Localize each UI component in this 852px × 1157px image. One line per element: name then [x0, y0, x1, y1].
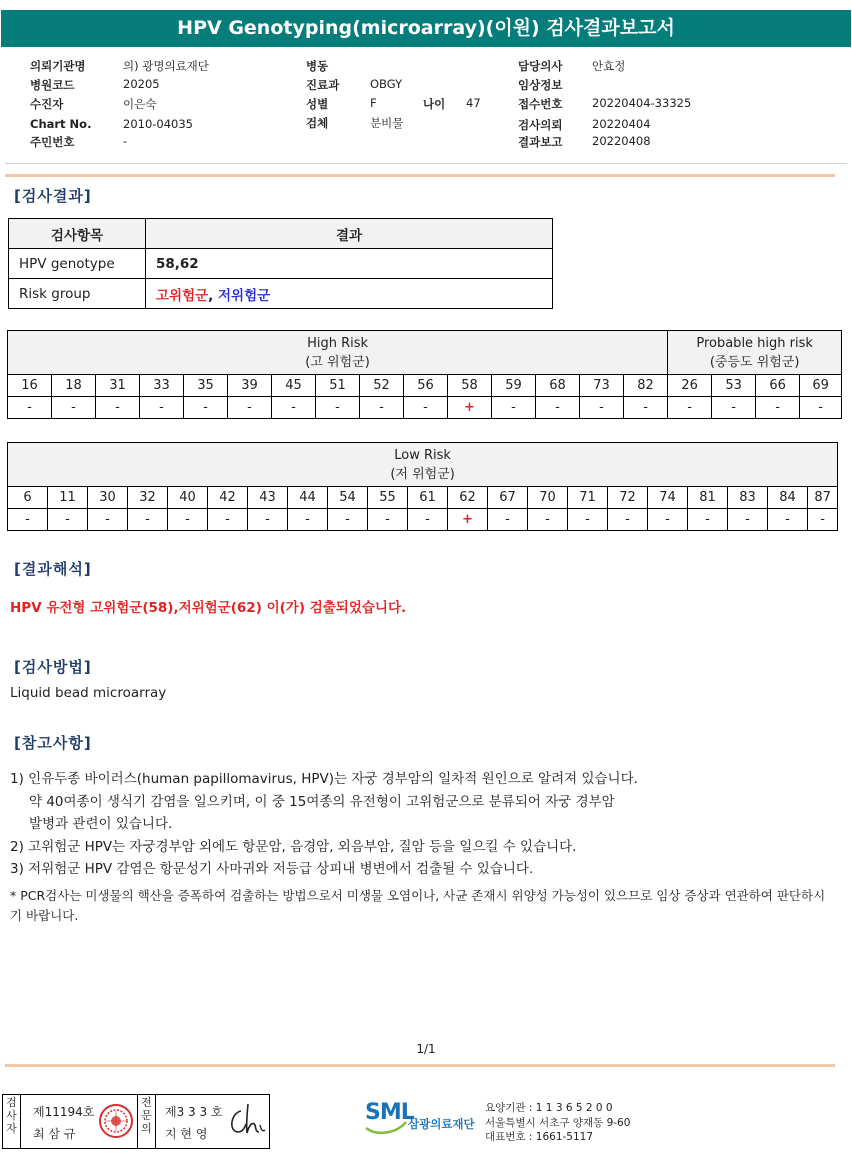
hpv-result-31: - — [96, 397, 140, 419]
clinical-info-label: 임상정보 — [518, 78, 563, 92]
hpv-type-26: 26 — [668, 375, 712, 397]
specimen-value: 분비물 — [370, 116, 404, 130]
high-risk-type-row — [8, 375, 842, 397]
hpv-type-62: 62 — [448, 487, 488, 509]
hpv-type-39: 39 — [228, 375, 272, 397]
hpv-type-32: 32 — [128, 487, 168, 509]
ward-label: 병동 — [306, 59, 329, 73]
page-number: 1/1 — [416, 1042, 436, 1056]
institution-label: 의뢰기관명 — [30, 59, 86, 73]
high-risk-header — [8, 331, 668, 375]
note-3: 3) 저위험군 HPV 감염은 항문성기 사마귀와 저등급 상피내 병변에서 검출될 수 있습니다. — [10, 861, 534, 877]
risk-group-label: Risk group — [9, 279, 146, 309]
risk-separator: , — [208, 287, 219, 304]
hpv-type-66: 66 — [756, 375, 800, 397]
report-date-label: 결과보고 — [518, 135, 563, 149]
interpretation-section-title: [결과해석] — [14, 560, 92, 578]
hpv-result-33: - — [140, 397, 184, 419]
section-divider-top — [5, 174, 835, 177]
doctor-label: 담당의사 — [518, 59, 563, 73]
hpv-result-83: - — [728, 509, 768, 531]
hpv-result-44: - — [288, 509, 328, 531]
institution-name: 삼광의료재단 — [408, 1117, 475, 1131]
age-label: 나이 — [423, 97, 446, 111]
table-row — [9, 279, 553, 309]
hpv-type-84: 84 — [768, 487, 808, 509]
hpv-type-70: 70 — [528, 487, 568, 509]
hpv-type-82: 82 — [624, 375, 668, 397]
hpv-type-33: 33 — [140, 375, 184, 397]
doctor-value: 안효정 — [592, 59, 626, 73]
hpv-type-87: 87 — [808, 487, 838, 509]
hpv-result-40: - — [168, 509, 208, 531]
hpv-type-53: 53 — [712, 375, 756, 397]
tester-name: 최 삼 규 — [33, 1127, 76, 1141]
sex-value: F — [370, 96, 377, 110]
probable-high-risk-header — [668, 331, 842, 375]
low-risk-genotype-table — [7, 442, 838, 531]
low-risk-header — [8, 443, 838, 487]
hpv-result-58: + — [448, 397, 492, 419]
result-section-title: [검사결과] — [14, 187, 92, 205]
institution-address: 서울특별시 서초구 양재동 9-60 — [485, 1116, 631, 1129]
reviewer-label: 전문의 — [138, 1095, 156, 1148]
hpv-result-45: - — [272, 397, 316, 419]
receipt-no-value: 20220404-33325 — [592, 96, 692, 110]
report-date-value: 20220408 — [592, 134, 651, 148]
hpv-type-54: 54 — [328, 487, 368, 509]
hpv-result-61: - — [408, 509, 448, 531]
hospital-code-value: 20205 — [123, 77, 160, 91]
table-header-row — [9, 219, 553, 249]
genotype-label: HPV genotype — [9, 249, 146, 279]
hpv-type-35: 35 — [184, 375, 228, 397]
hpv-type-61: 61 — [408, 487, 448, 509]
hpv-type-30: 30 — [88, 487, 128, 509]
hpv-type-40: 40 — [168, 487, 208, 509]
hpv-result-56: - — [404, 397, 448, 419]
hpv-type-43: 43 — [248, 487, 288, 509]
resident-no-value: - — [123, 134, 128, 148]
hpv-result-74: - — [648, 509, 688, 531]
probable-high-risk-subtitle: (중등도 위험군) — [709, 354, 800, 370]
handwritten-signature-icon — [225, 1101, 267, 1141]
high-risk-result-row — [8, 397, 842, 419]
department-value: OBGY — [370, 77, 403, 91]
hpv-result-62: + — [448, 509, 488, 531]
hpv-type-69: 69 — [800, 375, 842, 397]
high-risk-genotype-table — [7, 330, 842, 419]
institution-address-block — [485, 1101, 630, 1145]
hpv-type-6: 6 — [8, 487, 48, 509]
hpv-result-82: - — [624, 397, 668, 419]
hpv-result-11: - — [48, 509, 88, 531]
hpv-type-52: 52 — [360, 375, 404, 397]
reviewer-license-no: 제3 3 3 호 — [165, 1105, 223, 1119]
hpv-type-58: 58 — [448, 375, 492, 397]
header-test-item: 검사항목 — [9, 219, 146, 249]
genotype-value: 58,62 — [146, 249, 553, 279]
patient-value: 이은숙 — [123, 97, 157, 111]
risk-group-value — [146, 279, 553, 309]
hpv-type-18: 18 — [52, 375, 96, 397]
method-section-title: [검사방법] — [14, 658, 92, 676]
seal-stamp-icon — [98, 1103, 134, 1139]
hpv-result-26: - — [668, 397, 712, 419]
probable-high-risk-title: Probable high risk — [696, 335, 813, 351]
hpv-result-54: - — [328, 509, 368, 531]
hpv-result-84: - — [768, 509, 808, 531]
note-2: 2) 고위험군 HPV는 자궁경부암 외에도 항문암, 음경암, 외음부암, 질암 등을 일으킬 수 있습니다. — [10, 838, 577, 855]
reviewer-name: 지 현 영 — [165, 1127, 208, 1141]
hpv-result-53: - — [712, 397, 756, 419]
hpv-type-81: 81 — [688, 487, 728, 509]
age-value: 47 — [466, 96, 481, 110]
hpv-type-68: 68 — [536, 375, 580, 397]
receipt-no-label: 접수번호 — [518, 97, 563, 111]
hpv-result-18: - — [52, 397, 96, 419]
hpv-result-43: - — [248, 509, 288, 531]
hpv-type-71: 71 — [568, 487, 608, 509]
hpv-result-87: - — [808, 509, 838, 531]
hpv-type-56: 56 — [404, 375, 448, 397]
note-1-cont-a: 약 40여종이 생식기 감염을 일으키며, 이 중 15여종의 유전형이 고위험군으로 분류되어 자궁 경부암 — [29, 793, 615, 810]
institution-value: 의) 광명의료재단 — [123, 59, 209, 73]
hpv-result-81: - — [688, 509, 728, 531]
high-risk-subtitle: (고 위험군) — [305, 354, 370, 370]
hpv-result-59: - — [492, 397, 536, 419]
department-label: 진료과 — [306, 78, 340, 92]
hpv-type-44: 44 — [288, 487, 328, 509]
request-date-value: 20220404 — [592, 117, 651, 131]
institution-phone: 대표번호 : 1661-5117 — [485, 1131, 594, 1143]
chart-no-value: 2010-04035 — [123, 117, 193, 131]
hpv-result-39: - — [228, 397, 272, 419]
hpv-type-42: 42 — [208, 487, 248, 509]
header-result: 결과 — [146, 219, 553, 249]
note-1-cont-b: 발병과 관련이 있습니다. — [29, 816, 173, 832]
hpv-result-70: - — [528, 509, 568, 531]
low-risk-type-row — [8, 487, 838, 509]
institution-code: 요양기관 : 1 1 3 6 5 2 0 0 — [485, 1102, 613, 1114]
hpv-result-42: - — [208, 509, 248, 531]
hpv-result-16: - — [8, 397, 52, 419]
hpv-result-73: - — [580, 397, 624, 419]
patient-label: 수진자 — [30, 97, 64, 111]
sml-logo: SML — [365, 1100, 414, 1125]
risk-low-value: 저위험군 — [218, 287, 271, 304]
header-divider — [5, 163, 847, 164]
hpv-result-35: - — [184, 397, 228, 419]
hpv-type-67: 67 — [488, 487, 528, 509]
hpv-result-51: - — [316, 397, 360, 419]
hpv-type-59: 59 — [492, 375, 536, 397]
hpv-result-32: - — [128, 509, 168, 531]
hpv-type-16: 16 — [8, 375, 52, 397]
specimen-label: 검체 — [306, 116, 329, 130]
sex-label: 성별 — [306, 97, 329, 111]
pcr-footnote: * PCR검사는 미생물의 핵산을 증폭하여 검출하는 방법으로서 미생물 오염이나, 사균 존재시 위양성 가능성이 있으므로 임상 증상과 연관하여 판단하시기 바랍니다. — [10, 888, 826, 923]
hpv-result-69: - — [800, 397, 842, 419]
interpretation-text: HPV 유전형 고위험군(58),저위험군(62) 이(가) 검출되었습니다. — [10, 600, 407, 616]
resident-no-label: 주민번호 — [30, 135, 75, 149]
hpv-result-52: - — [360, 397, 404, 419]
signature-box — [2, 1094, 270, 1149]
reference-section-title: [참고사항] — [14, 734, 92, 752]
hpv-result-72: - — [608, 509, 648, 531]
risk-high-value: 고위험군 — [156, 287, 209, 304]
table-row — [9, 249, 553, 279]
hpv-type-11: 11 — [48, 487, 88, 509]
chart-no-label: Chart No. — [30, 117, 92, 131]
hpv-result-66: - — [756, 397, 800, 419]
hpv-result-6: - — [8, 509, 48, 531]
reference-notes — [10, 768, 638, 881]
section-divider-bottom — [5, 1064, 835, 1067]
hpv-type-73: 73 — [580, 375, 624, 397]
hpv-type-31: 31 — [96, 375, 140, 397]
hospital-code-label: 병원코드 — [30, 78, 75, 92]
method-text: Liquid bead microarray — [10, 685, 167, 701]
hpv-result-71: - — [568, 509, 608, 531]
tester-license-no: 제11194호 — [33, 1105, 95, 1119]
result-summary-table — [8, 218, 553, 309]
hpv-type-74: 74 — [648, 487, 688, 509]
hpv-type-45: 45 — [272, 375, 316, 397]
hpv-result-68: - — [536, 397, 580, 419]
hpv-result-55: - — [368, 509, 408, 531]
low-risk-title: Low Risk — [394, 447, 451, 463]
report-title: HPV Genotyping(microarray)(이원) 검사결과보고서 — [1, 10, 851, 47]
note-1: 1) 인유두종 바이러스(human papillomavirus, HPV)는 자궁 경부암의 일차적 원인으로 알려져 있습니다. — [10, 771, 638, 787]
hpv-result-67: - — [488, 509, 528, 531]
hpv-type-55: 55 — [368, 487, 408, 509]
low-risk-result-row — [8, 509, 838, 531]
tester-label: 검사자 — [3, 1095, 21, 1148]
hpv-result-30: - — [88, 509, 128, 531]
hpv-type-83: 83 — [728, 487, 768, 509]
high-risk-title: High Risk — [307, 335, 369, 351]
hpv-type-51: 51 — [316, 375, 360, 397]
request-date-label: 검사의뢰 — [518, 118, 563, 132]
hpv-type-72: 72 — [608, 487, 648, 509]
low-risk-subtitle: (저 위험군) — [390, 466, 455, 482]
